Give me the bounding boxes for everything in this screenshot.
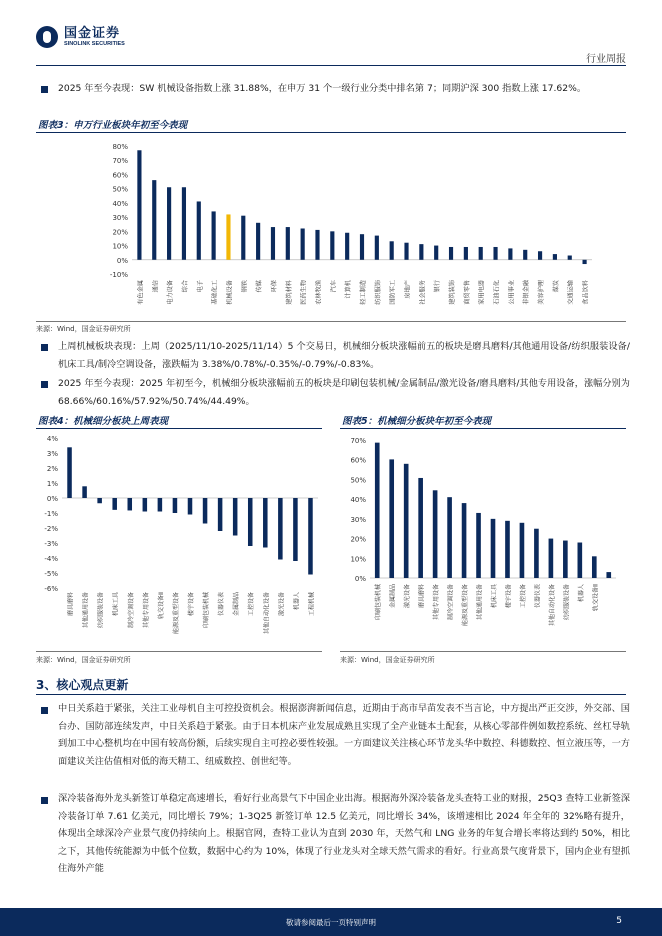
category-label: 银行: [434, 280, 442, 293]
figure4-source: 来源：Wind，国金证券研究所: [36, 656, 131, 664]
bar: [226, 214, 230, 259]
y-tick-label: 40%: [112, 199, 128, 208]
category-label: 食品饮料: [582, 280, 590, 305]
brand-name-cn: 国金证券: [64, 25, 121, 41]
figure3-bottom-rule: [36, 321, 626, 322]
category-label: 钢铁: [241, 280, 249, 293]
figure5-chart: [340, 430, 626, 650]
bar: [508, 248, 512, 259]
bar: [592, 556, 597, 578]
bar: [606, 572, 611, 578]
figure5-top-rule: [340, 428, 626, 429]
category-label: 激光设备: [278, 592, 286, 617]
bar: [197, 201, 201, 259]
bar: [538, 251, 542, 260]
bar: [173, 498, 178, 513]
category-label: 其他自动化设备: [263, 592, 271, 635]
category-label: 电子: [196, 280, 204, 293]
category-label: 激光设备: [404, 584, 412, 609]
category-label: 美容护理: [538, 280, 546, 305]
y-tick-label: -1%: [44, 510, 58, 518]
bar: [375, 236, 379, 260]
category-label: 机械设备: [226, 280, 234, 305]
category-label: 楼宇设备: [188, 592, 195, 617]
y-tick-label: 1%: [46, 480, 58, 488]
bar: [568, 256, 572, 260]
bar: [278, 498, 283, 560]
section-title: 3、核心观点更新: [36, 678, 129, 692]
section-divider: [36, 694, 626, 695]
week-performance-paragraph: 上周机械板块表现：上周（2025/11/10-2025/11/14）5 个交易日，机械细分板块涨幅前五的板块是磨具磨料/其他通用设备/纺织服装设备/机床工具/制冷空调设备，涨跌幅为 3.38%/0.78%/-0.35%/-0.79%/-0.83%。: [58, 341, 630, 370]
figure3-source: 来源：Wind，国金证券研究所: [36, 325, 131, 333]
bar: [404, 243, 408, 260]
figure5-title: 图表5：机械细分板块年初至今表现: [342, 416, 492, 427]
figure4-title: 图表4：机械细分板块上周表现: [38, 416, 169, 427]
y-tick-label: 4%: [46, 435, 58, 443]
bar: [583, 260, 587, 264]
category-label: 能源及重型设备: [172, 592, 180, 635]
figure3-chart: [36, 134, 626, 320]
bar: [523, 250, 527, 260]
y-tick-label: 30%: [350, 515, 366, 524]
bar: [419, 244, 423, 260]
bullet-icon: [41, 707, 48, 714]
bar: [203, 498, 208, 524]
bar: [112, 498, 117, 510]
category-label: 传媒: [256, 280, 264, 293]
category-label: 仪器仪表: [534, 584, 542, 609]
bar: [449, 247, 453, 260]
core-view-paragraph-2: 深冷装备海外龙头新签订单稳定高速增长，看好行业高景气下中国企业出海。根据海外深冷装备龙头查特工业的财报，25Q3 查特工业新签深冷装备订单 7.61 亿美元，同比增长 79%；1-3Q25 新签订单 12.5 亿美元，同比增长 34%，该增速相比 2024 年全年的 32%略有提升，体现出全球深冷产业景气度仍持续向上。根据官网，查特工业认为直到 2030 年，天然气和 LNG 业务的年复合增长率将达到约 50%，相比之下，其他传统能源为中低个位数，数据中心约为 10%，体现了行业龙头对全球天然气需求的看好。行业高景气度背景下，国内企业有望抓住海外产能: [58, 793, 630, 874]
y-tick-label: -2%: [44, 525, 58, 533]
category-label: 制冷空调设备: [127, 592, 135, 629]
y-tick-label: 80%: [112, 143, 128, 151]
bar: [360, 234, 364, 260]
bar: [491, 519, 496, 578]
category-label: 计算机: [345, 280, 353, 299]
category-label: 农林牧渔: [315, 280, 323, 305]
category-label: 医药生物: [300, 280, 308, 305]
bar: [476, 513, 481, 578]
y-tick-label: 50%: [350, 476, 366, 485]
bar: [143, 498, 148, 512]
bar: [404, 464, 409, 578]
bar: [578, 543, 583, 578]
y-tick-label: -4%: [44, 555, 58, 563]
page-number: 5: [616, 916, 622, 926]
y-tick-label: 40%: [350, 496, 366, 505]
bar: [389, 459, 394, 578]
bullet-icon: [41, 797, 48, 804]
bar: [137, 150, 141, 260]
category-label: 轨交设备Ⅱ: [157, 592, 165, 619]
category-label: 工程机械: [308, 592, 316, 617]
brand-logo-icon: [36, 26, 58, 48]
category-label: 电力设备: [167, 280, 175, 305]
category-label: 汽车: [330, 280, 338, 293]
category-label: 基础化工: [211, 280, 219, 305]
bullet-icon: [41, 381, 48, 388]
y-tick-label: 70%: [112, 157, 128, 166]
category-label: 其他自动化设备: [548, 584, 556, 627]
category-label: 煤炭: [552, 280, 560, 293]
report-type: 行业周报: [586, 54, 626, 65]
bar: [241, 216, 245, 260]
y-tick-label: -3%: [44, 540, 58, 548]
y-tick-label: 60%: [350, 456, 366, 465]
category-label: 制冷空调设备: [447, 584, 455, 621]
category-label: 金属制品: [389, 584, 397, 609]
category-label: 有色金属: [137, 280, 145, 305]
bar: [128, 498, 133, 510]
footer-disclaimer: 敬请参阅最后一页特别声明: [286, 918, 376, 927]
bar: [375, 443, 380, 578]
bar: [233, 498, 238, 536]
category-label: 纺织服装设备: [97, 592, 105, 629]
category-label: 环保: [270, 280, 278, 293]
bullet-icon: [41, 344, 48, 351]
bar: [330, 231, 334, 259]
category-label: 磨具磨料: [67, 592, 75, 617]
category-label: 建筑材料: [285, 280, 293, 305]
category-label: 建筑装饰: [449, 280, 457, 305]
bar: [534, 529, 539, 578]
figure5-source: 来源：Wind，国金证券研究所: [340, 656, 435, 664]
category-label: 楼宇设备: [505, 584, 513, 609]
bar: [271, 227, 275, 260]
bar: [263, 498, 268, 548]
category-label: 机器人: [293, 592, 301, 611]
bar: [345, 233, 349, 260]
bar: [82, 486, 87, 498]
category-label: 交通运输: [567, 280, 575, 305]
category-label: 国防军工: [389, 280, 397, 305]
bar: [563, 541, 568, 578]
y-tick-label: -5%: [44, 570, 58, 578]
y-tick-label: 20%: [350, 535, 366, 544]
bar: [493, 247, 497, 260]
category-label: 非银金融: [523, 280, 531, 305]
y-tick-label: 0%: [46, 495, 58, 503]
figure4-bottom-rule: [36, 651, 322, 652]
bar: [315, 230, 319, 260]
y-tick-label: 70%: [350, 437, 366, 445]
bar: [553, 254, 557, 260]
category-label: 纺织服饰: [374, 280, 382, 305]
category-label: 工控设备: [519, 584, 527, 609]
category-label: 印刷包装机械: [375, 584, 383, 621]
category-label: 磨具磨料: [418, 584, 426, 609]
bar: [418, 478, 423, 578]
bar: [293, 498, 298, 561]
y-tick-label: 3%: [46, 450, 58, 458]
category-label: 其他专用设备: [433, 584, 441, 621]
y-tick-label: 0%: [354, 575, 366, 583]
category-label: 轻工制造: [360, 280, 367, 305]
bar: [67, 447, 72, 498]
figure5-bottom-rule: [340, 651, 626, 652]
bar: [167, 187, 171, 260]
category-label: 机床工具: [491, 584, 498, 609]
category-label: 其他通用设备: [82, 592, 90, 629]
bar: [462, 503, 467, 578]
category-label: 轨交设备Ⅱ: [592, 584, 600, 611]
brand-name-en: SINOLINK SECURITIES: [64, 40, 125, 47]
ytd-performance-paragraph: 2025 年至今表现：2025 年初至今，机械细分板块涨幅前五的板块是印刷包装机械/金属制品/激光设备/磨具磨料/其他专用设备，涨幅分别为 68.66%/60.16%/57.92%/50.74%/44.49%。: [58, 378, 630, 407]
category-label: 综合: [181, 280, 189, 293]
category-label: 机器人: [577, 584, 585, 603]
bar: [97, 498, 102, 503]
y-tick-label: 0%: [116, 256, 128, 265]
bar: [286, 227, 290, 260]
bar: [549, 539, 554, 578]
category-label: 工控设备: [248, 592, 256, 617]
category-label: 能源及重型设备: [462, 584, 470, 627]
category-label: 仪器仪表: [218, 592, 226, 617]
category-label: 金属制品: [233, 592, 241, 617]
brand-logo: [36, 26, 125, 48]
bar: [433, 490, 438, 578]
y-tick-label: 60%: [112, 171, 128, 180]
y-tick-label: 10%: [350, 555, 366, 564]
bar: [520, 523, 525, 578]
category-label: 通信: [152, 280, 160, 293]
bar: [505, 521, 510, 578]
bar: [248, 498, 253, 546]
category-label: 房地产: [404, 280, 412, 299]
y-tick-label: -6%: [44, 585, 58, 593]
bullet-icon: [41, 86, 48, 93]
y-tick-label: 30%: [112, 214, 128, 223]
figure4-chart: [36, 430, 322, 650]
y-tick-label: 2%: [46, 465, 58, 473]
bar: [218, 498, 223, 531]
bar: [447, 497, 452, 578]
figure3-top-rule: [36, 132, 626, 133]
bar: [390, 241, 394, 259]
category-label: 印刷包装机械: [203, 592, 211, 629]
category-label: 商贸零售: [463, 280, 471, 305]
category-label: 纺织服装设备: [563, 584, 571, 621]
category-label: 家用电器: [478, 280, 486, 305]
intro-paragraph: 2025 年至今表现：SW 机械设备指数上涨 31.88%，在申万 31 个一级行业分类中排名第 7；同期沪深 300 指数上涨 17.62%。: [58, 83, 587, 94]
figure4-top-rule: [36, 428, 322, 429]
bar: [301, 228, 305, 259]
bar: [256, 223, 260, 260]
core-view-paragraph-1: 中日关系趋于紧张，关注工业母机自主可控投资机会。根据澎湃新闻信息，近期由于高市早苗发表不当言论，中方提出严正交涉，外交部、国台办、国防部连续发声，中日关系趋于紧张。由于日本机床产业发展成熟且实现了全产业链本土配套，从核心零部件例如数控系统、丝杠导轨到加工中心整机均在中国有较高份额，后续实现自主可控必要性较强。一方面建议关注核心环节龙头华中数控、科德数控、恒立液压等，一方面建议关注估值相对低的海天精工、纽威数控、创世纪等。: [58, 703, 630, 767]
header-divider: [36, 65, 626, 66]
category-label: 其他专用设备: [142, 592, 150, 629]
y-tick-label: -10%: [109, 271, 128, 279]
y-tick-label: 20%: [112, 228, 128, 237]
bar: [188, 498, 193, 515]
figure3-title: 图表3：申万行业板块年初至今表现: [38, 120, 188, 131]
bar: [479, 247, 483, 260]
y-tick-label: 10%: [112, 242, 128, 251]
bar: [152, 180, 156, 260]
bar: [308, 498, 313, 575]
bar: [434, 246, 438, 260]
category-label: 社会服务: [419, 280, 427, 305]
bar: [158, 498, 163, 512]
category-label: 其他通用设备: [476, 584, 484, 621]
category-label: 公用事业: [508, 280, 516, 305]
category-label: 机床工具: [112, 592, 120, 617]
category-label: 石油石化: [493, 280, 501, 305]
bar: [464, 247, 468, 260]
bar: [212, 211, 216, 259]
y-tick-label: 50%: [112, 185, 128, 194]
bar: [182, 187, 186, 260]
